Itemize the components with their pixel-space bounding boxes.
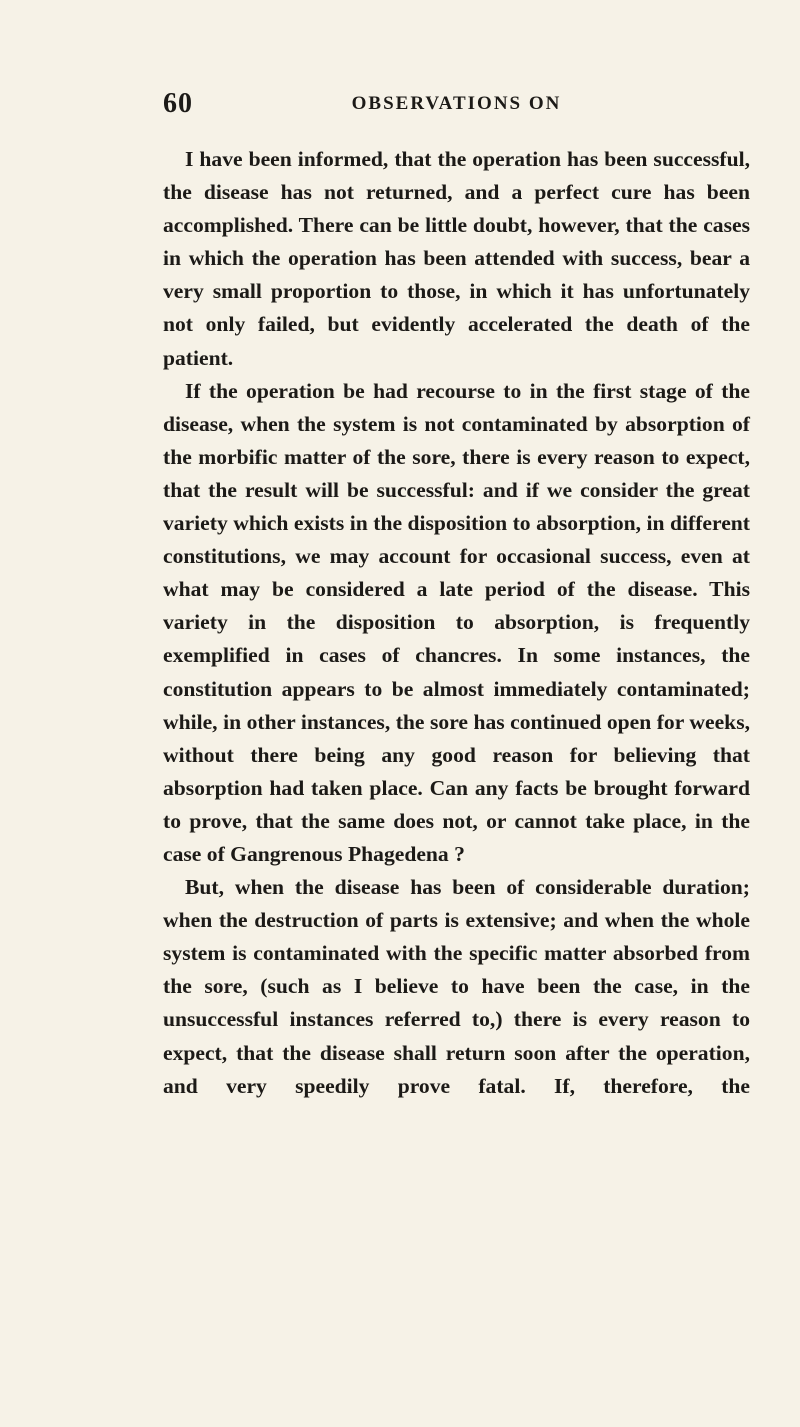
paragraph-3: But, when the disease has been of considerable duration; when the destruction of parts is extensive; and when the whole system is contaminated with the specific matter absorbed from the sore, (such as I believe to have been the case, in the unsuccessful instances referred to,) there is every reason to expect, that the disease shall return soon after the operation, and very speedily prove fatal. If, therefore, the bbox=[163, 875, 750, 1098]
running-title: OBSERVATIONS ON bbox=[351, 93, 562, 114]
paragraph-1: I have been informed, that the operation has been successful, the disease has not returned, and a perfect cure has been accomplished. There can be little doubt, however, that the cases in which the operation has been attended with success, bear a very small proportion to those, in which it has unfortunately not only failed, but evidently accelerated the death of the patient. bbox=[163, 147, 750, 370]
paragraph-2: If the operation be had recourse to in the first stage of the disease, when the system is not contaminated by absorption of the morbific matter of the sore, there is every reason to expect, that the result will be successful: and if we consider the great variety which exists in the disposition to absorption, in different constitutions, we may account for occasional success, even at what may be considered a late period of the disease. This variety in the disposition to absorption, is frequently exemplified in cases of chancres. In some instances, the constitution appears to be almost immediately contaminated; while, in other instances, the sore has continued open for weeks, without there being any good reason for believing that absorption had taken place. Can any facts be brought forward to prove, that the same does not, or cannot take place, in the case of Gangrenous Phagedena ? bbox=[163, 378, 750, 866]
page-number: 60 bbox=[163, 88, 193, 119]
running-head bbox=[163, 88, 750, 120]
body-text bbox=[163, 143, 750, 1103]
